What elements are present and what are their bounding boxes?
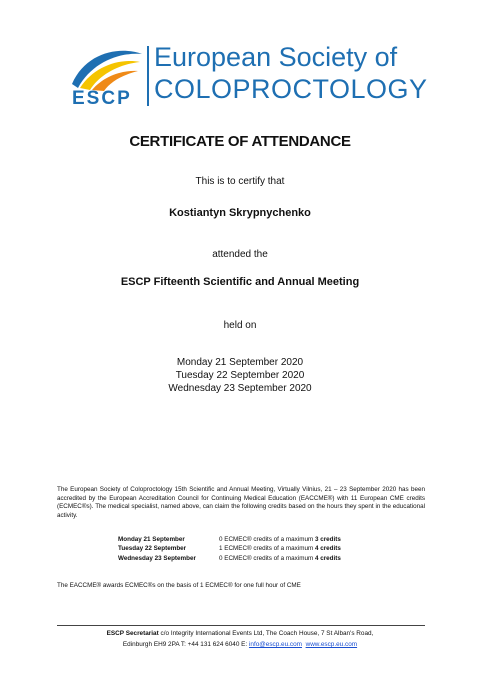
attended-text: attended the [212, 249, 268, 260]
meeting-name: ESCP Fifteenth Scientific and Annual Meeting [120, 276, 360, 288]
awards-note: The EACCME® awards ECMEC®s on the basis of 1 ECMEC® for one full hour of CME [57, 582, 301, 589]
secretariat-label: ESCP Secretariat [106, 630, 159, 637]
credit-day: Monday 21 September [118, 536, 185, 543]
certify-statement: This is to certify that [195, 176, 285, 187]
credit-day: Tuesday 22 September [118, 545, 187, 553]
credit-row [118, 544, 341, 553]
logo-divider [147, 46, 149, 106]
attendee-name: Kostiantyn Skrypnychenko [169, 207, 311, 219]
email-link[interactable]: info@escp.eu.com [248, 641, 303, 648]
accreditation-paragraph: The European Society of Coloproctology 15th Scientific and Annual Meeting, Virtually Vilnius, 21 – 23 September 2020 has been accredited by the European Accreditation Council for Continuing Medical Education (EACCME®) with 11 European CME credits (ECMEC®s). The medical specialist, named above, can claim the following credits based on the hours they spent in the educational activity. [57, 486, 425, 519]
footer-contact-line: Edinburgh EH9 2PA T: +44 131 624 6040 E: info@escp.eu.com www.escp.eu.com [122, 641, 358, 648]
credit-row [118, 554, 341, 563]
meeting-dates [0, 356, 480, 395]
logo-specialty: COLOPROCTOLOGY [154, 74, 428, 104]
footer-divider [57, 625, 425, 626]
held-on-text: held on [223, 320, 257, 331]
footer-address-line: ESCP Secretariat c/o Integrity International Events Ltd, The Coach House, 7 St Alban's Road, [106, 630, 374, 637]
credit-row [118, 535, 341, 544]
meeting-date: Monday 21 September 2020 [176, 357, 304, 368]
credit-value: 1 ECMEC® credits of a maximum 4 credits [219, 545, 341, 553]
meeting-date: Wednesday 23 September 2020 [168, 383, 312, 394]
escp-logo [68, 40, 428, 110]
logo-society-name: European Society of [154, 42, 398, 72]
certificate-title: CERTIFICATE OF ATTENDANCE [129, 133, 351, 150]
credit-value: 0 ECMEC® credits of a maximum 4 credits [219, 554, 341, 562]
meeting-date: Tuesday 22 September 2020 [175, 370, 305, 381]
credit-day: Wednesday 23 September [118, 554, 196, 562]
credits-table [118, 535, 341, 563]
website-link[interactable]: www.escp.eu.com [305, 641, 358, 648]
credit-value: 0 ECMEC® credits of a maximum 3 credits [219, 536, 341, 543]
logo-abbreviation: ESCP [72, 88, 132, 109]
